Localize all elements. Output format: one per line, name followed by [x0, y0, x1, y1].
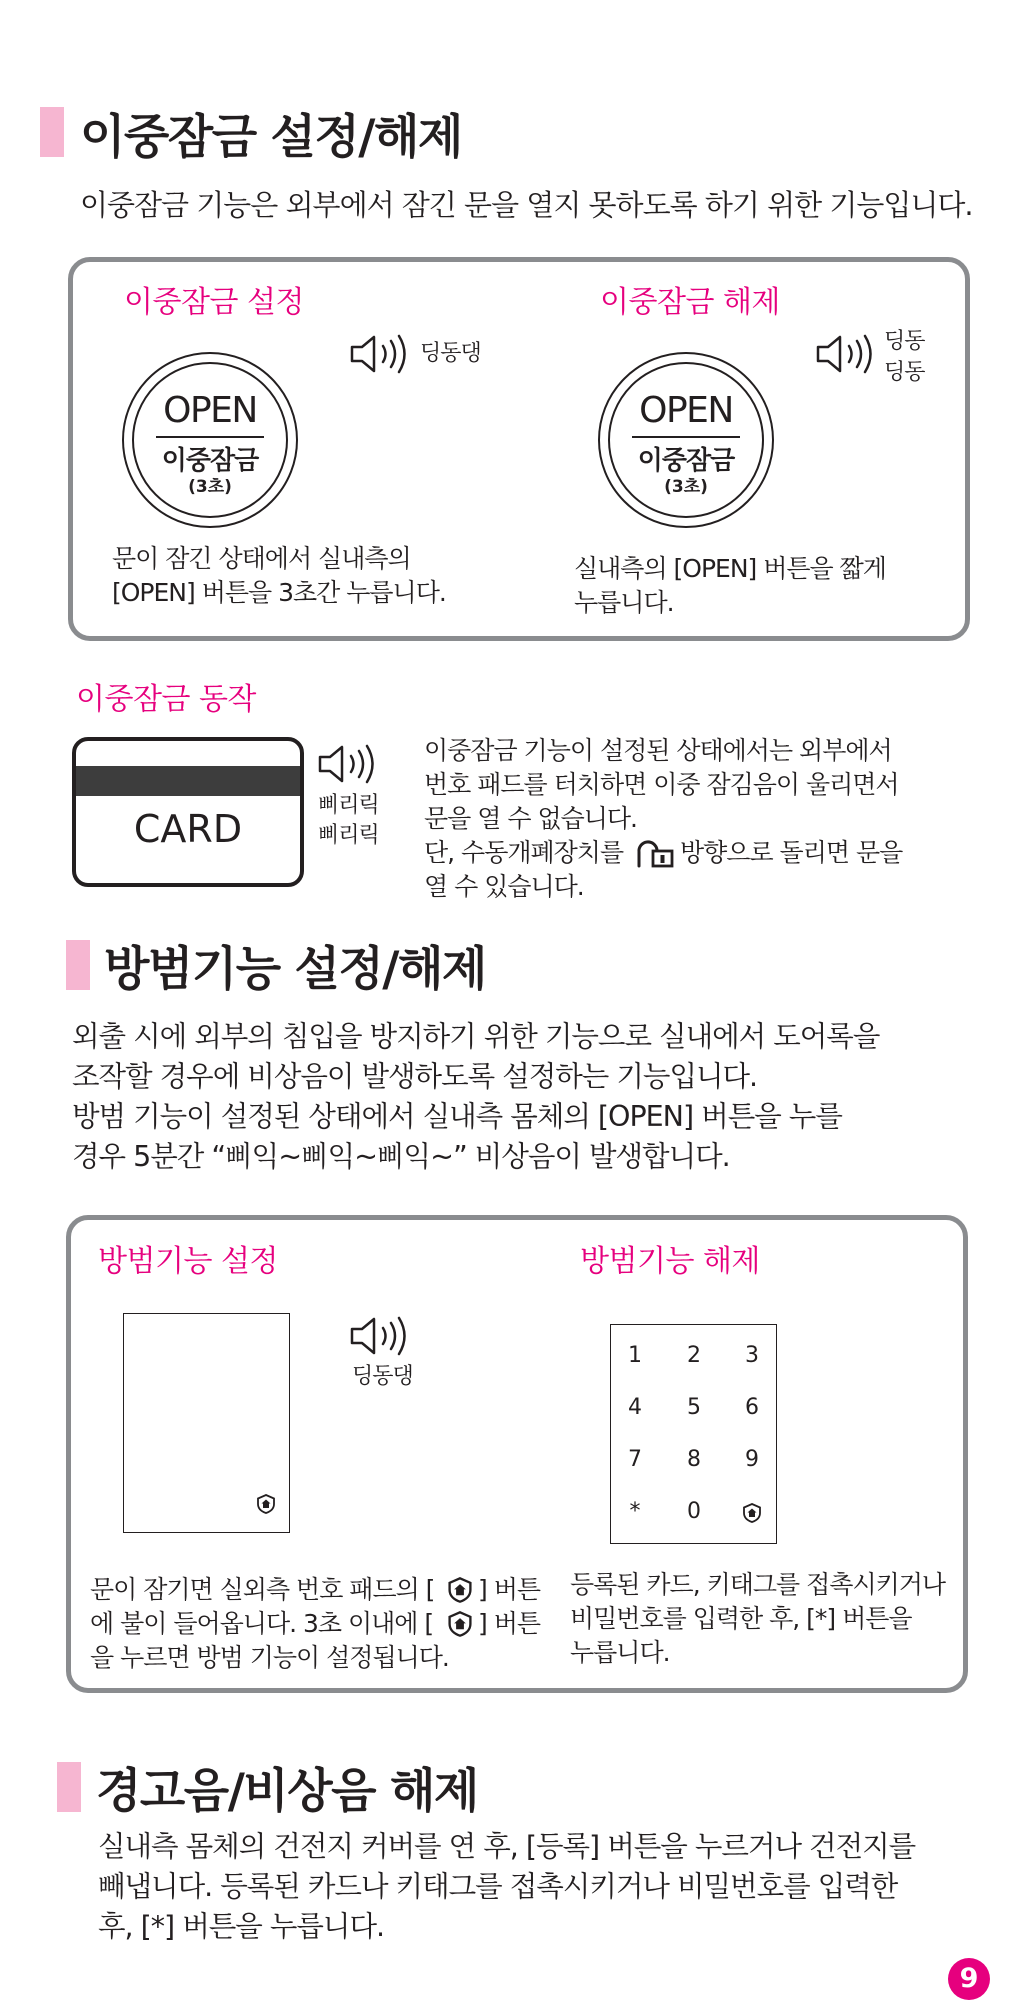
seconds-label: (3초) [664, 477, 708, 497]
operation-text-line4a: 단, 수동개폐장치를 [424, 838, 624, 867]
home-shield-icon [448, 1577, 472, 1603]
open-label: OPEN [639, 390, 733, 431]
section-desc-line3: 방범 기능이 설정된 상태에서 실내측 몸체의 [OPEN] 버튼을 누를 [72, 1100, 842, 1133]
release-inst-line2: 비밀번호를 입력한 후, [*] 버튼을 [570, 1604, 912, 1633]
seconds-label: (3초) [188, 477, 232, 497]
speaker-sound-icon [816, 334, 880, 374]
open-button-illustration [598, 352, 774, 528]
sound-text-line2: 삐리릭 [318, 823, 379, 848]
set-inst-line2b: ] 버튼 [478, 1609, 541, 1638]
keypad-key-star: * [629, 1499, 641, 1524]
release-instruction-line1: 실내측의 [OPEN] 버튼을 짧게 [574, 554, 886, 583]
operation-text-line3: 문을 열 수 없습니다. [424, 804, 637, 833]
sound-text-line2: 딩동 [884, 360, 925, 385]
operation-text-line1: 이중잠금 기능이 설정된 상태에서는 외부에서 [424, 736, 892, 765]
keypad-key: 2 [687, 1343, 701, 1368]
section3-line1: 실내측 몸체의 건전지 커버를 연 후, [등록] 버튼을 누르거나 건전지를 [98, 1830, 916, 1863]
set-inst-line2a: 에 불이 들어옵니다. 3초 이내에 [ [90, 1609, 434, 1638]
operation-text-line5: 열 수 있습니다. [424, 872, 584, 901]
release-inst-line1: 등록된 카드, 키태그를 접촉시키거나 [570, 1570, 946, 1599]
double-lock-operation-title: 이중잠금 동작 [76, 682, 256, 717]
double-lock-set-title: 이중잠금 설정 [124, 285, 304, 320]
section-title-bar [66, 940, 90, 990]
section-title: 방범기능 설정/해제 [104, 942, 486, 997]
home-shield-icon [743, 1503, 761, 1523]
keypad-key: 6 [745, 1395, 759, 1420]
section3-line3: 후, [*] 버튼을 누릅니다. [98, 1910, 385, 1943]
sound-text: 딩동댕 [420, 341, 481, 366]
set-instruction-line2: [OPEN] 버튼을 3초간 누릅니다. [112, 578, 446, 607]
set-inst-line1b: ] 버튼 [478, 1575, 541, 1604]
card-illustration [72, 737, 304, 887]
unlock-icon [636, 840, 674, 868]
section-title: 경고음/비상음 해제 [96, 1764, 478, 1819]
section-title: 이중잠금 설정/해제 [80, 110, 462, 165]
keypad-key: 7 [628, 1447, 642, 1472]
sound-text: 딩동댕 [352, 1364, 413, 1389]
section3-line2: 빼냅니다. 등록된 카드나 키태그를 접촉시키거나 비밀번호를 입력한 [98, 1870, 898, 1903]
set-instruction-line1: 문이 잠긴 상태에서 실내측의 [112, 544, 411, 573]
section-desc-line2: 조작할 경우에 비상음이 발생하도록 설정하는 기능입니다. [72, 1060, 758, 1093]
open-button-illustration [122, 352, 298, 528]
speaker-sound-icon [350, 334, 414, 374]
security-release-title: 방범기능 해제 [580, 1244, 760, 1279]
sound-text-line1: 삐리릭 [318, 793, 379, 818]
magnetic-stripe [76, 766, 300, 796]
keypad-key: 4 [628, 1395, 642, 1420]
double-lock-label: 이중잠금 [637, 446, 735, 476]
security-set-title: 방범기능 설정 [98, 1244, 278, 1279]
release-inst-line3: 누릅니다. [570, 1638, 670, 1667]
section-desc-line1: 외출 시에 외부의 침입을 방지하기 위한 기능으로 실내에서 도어록을 [72, 1020, 880, 1053]
set-inst-line3: 을 누르면 방범 기능이 설정됩니다. [90, 1643, 449, 1672]
card-label: CARD [133, 807, 243, 851]
set-inst-line1a: 문이 잠기면 실외측 번호 패드의 [ [90, 1575, 435, 1604]
section-title-bar [57, 1762, 81, 1812]
keypad-key: 9 [745, 1447, 759, 1472]
section-description: 이중잠금 기능은 외부에서 잠긴 문을 열지 못하도록 하기 위한 기능입니다. [80, 188, 973, 222]
section-desc-line4: 경우 5분간 “삐익~삐익~삐익~” 비상음이 발생합니다. [72, 1140, 730, 1173]
keypad-key: 5 [687, 1395, 701, 1420]
keypad-key: 0 [687, 1499, 701, 1524]
section-title-bar [40, 107, 64, 157]
speaker-sound-icon [318, 744, 382, 784]
double-lock-label: 이중잠금 [161, 446, 259, 476]
sound-text-line1: 딩동 [884, 329, 925, 354]
outdoor-keypad-panel [123, 1313, 290, 1533]
release-instruction-line2: 누릅니다. [574, 588, 674, 617]
operation-text-line4b: 방향으로 돌리면 문을 [680, 838, 903, 867]
keypad-key: 3 [745, 1343, 759, 1368]
speaker-sound-icon [350, 1316, 414, 1356]
home-shield-icon [448, 1611, 472, 1637]
operation-text-line2: 번호 패드를 터치하면 이중 잠김음이 울리면서 [424, 770, 899, 799]
keypad-key: 8 [687, 1447, 701, 1472]
page-number: 9 [948, 1958, 990, 2000]
keypad-key: 1 [628, 1343, 642, 1368]
home-shield-icon [257, 1494, 275, 1514]
open-label: OPEN [163, 390, 257, 431]
double-lock-release-title: 이중잠금 해제 [600, 285, 780, 320]
keypad-panel [610, 1324, 777, 1544]
